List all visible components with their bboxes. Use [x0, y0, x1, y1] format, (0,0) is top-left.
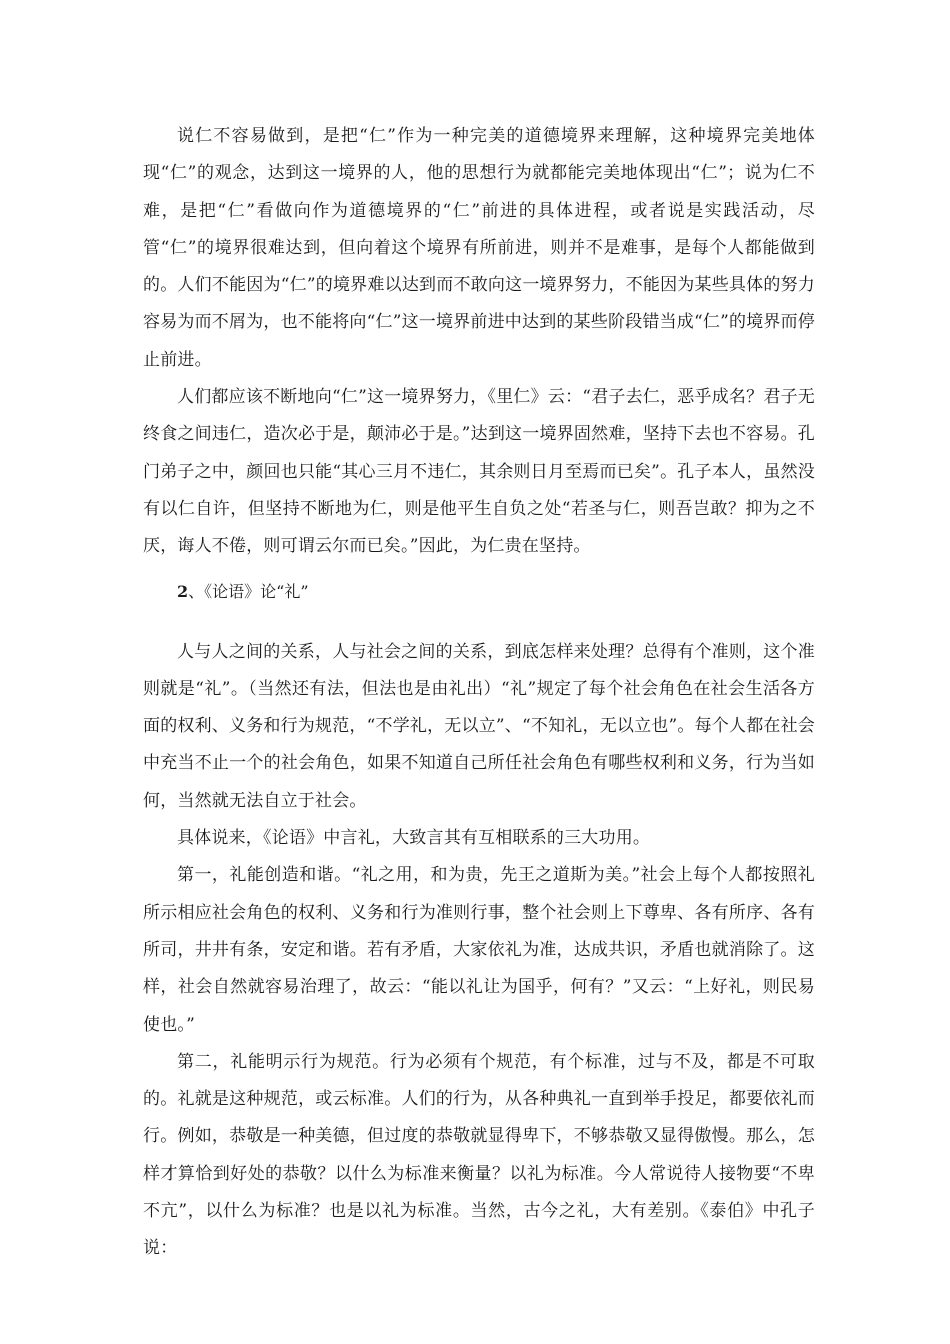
paragraph-ren-persistence: 人们都应该不断地向“仁”这一境界努力，《里仁》云：“君子去仁，恶乎成名？君子无终食之间违仁，造次必于是，颠沛必于是。”达到这一境界固然难，坚持下去也不容易。孔门弟子之中，颜回也只能“其心三月不违仁，其余则日月至焉而已矣”。孔子本人，虽然没有以仁自许，但坚持不断地为仁，则是他平生自负之处“若圣与仁，则吾岂敢？抑为之不厌，诲人不倦，则可谓云尔而已矣。”因此，为仁贵在坚持。	[143, 387, 815, 557]
section-title: 、《论语》论“礼”	[188, 581, 309, 601]
paragraph-li-definition: 人与人之间的关系，人与社会之间的关系，到底怎样来处理？总得有个准则，这个准则就是“礼”。（当然还有法，但法也是由礼出）“礼”规定了每个社会角色在社会生活各方面的权利、义务和行为规范，“不学礼，无以立”、“不知礼，无以立也”。每个人都在社会中充当不止一个的社会角色，如果不知道自己所任社会角色有哪些权利和义务，行为当如何，当然就无法自立于社会。	[143, 641, 815, 811]
section-heading	[143, 574, 815, 610]
paragraph-li-harmony: 第一，礼能创造和谐。“礼之用，和为贵，先王之道斯为美。”社会上每个人都按照礼所示相应社会角色的权利、义务和行为准则行事，整个社会则上下尊卑、各有所序、各有所司，井井有条，安定和谐。若有矛盾，大家依礼为准，达成共识，矛盾也就消除了。这样，社会自然就容易治理了，故云：“能以礼让为国乎，何有？”又云：“上好礼，则民易使也。”	[143, 865, 815, 1035]
document-page	[143, 118, 815, 1268]
paragraph-li-functions-intro: 具体说来，《论语》中言礼，大致言其有互相联系的三大功用。	[177, 828, 651, 849]
paragraph-ren-difficulty: 说仁不容易做到，是把“仁”作为一种完美的道德境界来理解，这种境界完美地体现“仁”的观念，达到这一境界的人，他的思想行为就都能完美地体现出“仁”；说为仁不难，是把“仁”看做向作为道德境界的“仁”前进的具体进程，或者说是实践活动，尽管“仁”的境界很难达到，但向着这个境界有所前进，则并不是难事，是每个人都能做到的。人们不能因为“仁”的境界难以达到而不敢向这一境界努力，不能因为某些具体的努力容易为而不屑为，也不能将向“仁”这一境界前进中达到的某些阶段错当成“仁”的境界而停止前进。	[143, 126, 815, 370]
paragraph-li-norms: 第二，礼能明示行为规范。行为必须有个规范，有个标准，过与不及，都是不可取的。礼就是这种规范，或云标准。人们的行为，从各种典礼一直到举手投足，都要依礼而行。例如，恭敬是一种美德，但过度的恭敬就显得卑下，不够恭敬又显得傲慢。那么，怎样才算恰到好处的恭敬？以什么为标准来衡量？以礼为标准。今人常说待人接物要“不卑不亢”，以什么为标准？也是以礼为标准。当然，古今之礼，大有差别。《泰伯》中孔子说：	[143, 1051, 815, 1259]
section-number: 2	[177, 581, 189, 601]
